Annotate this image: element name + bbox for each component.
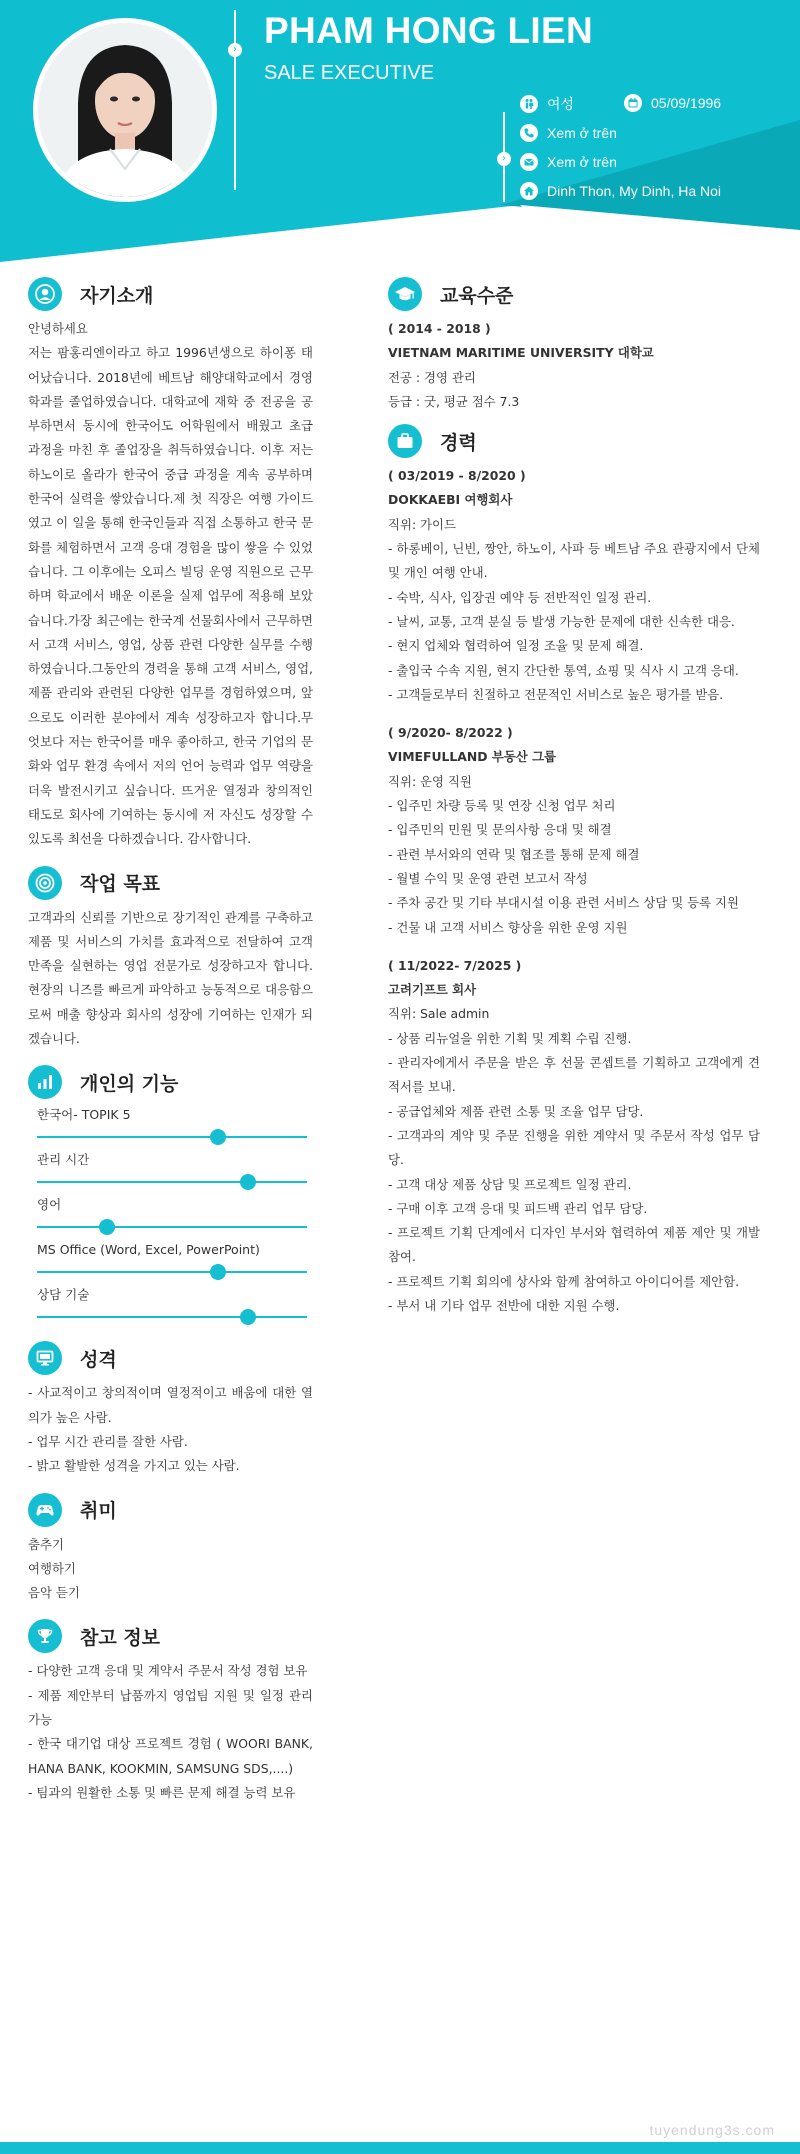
job-duty: - 구매 이후 고객 응대 및 피드백 관리 업무 담당. [388, 1200, 648, 1216]
target-icon [28, 866, 62, 900]
skill-level-knob [210, 1264, 226, 1280]
email-value[interactable]: Xem ở trên [547, 154, 617, 170]
skill-level-knob [99, 1219, 115, 1235]
section-career-goal [28, 864, 313, 1052]
intro-body: 저는 팜홍리엔이라고 하고 1996년생으로 하이퐁 태어났습니다. 2018년에 베트남 해양대학교에서 경영학과를 졸업하였습니다. 대학교에 재학 중 전공을 공부하면서 동시에 한국어도 어학원에서 배웠고 초급 과정을 마친 후 졸업장을 취득하였습니다. 이후 저는 하노이로 올라가 한국어 중급 과정을 계속 공부하며 한국어 실력을 쌓았습니다.제 첫 직장은 여행 가이드였고 이 일을 통해 한국인들과 직접 소통하고 한국 문화를 체험하면서 고객 응대 경험을 많이 쌓을 수 있었습니다. 그 이후에는 오피스 빌딩 운영 직원으로 근무하며 학교에서 배운 이론을 실제 업무에 적용해 보았습니다.가장 최근에는 한국계 선물회사에서 근무하면서 고객 서비스, 영업, 상품 관련 다양한 실무를 수행하였습니다.그동안의 경력을 통해 고객 서비스, 영업, 제품 관리와 관련된 다양한 업무를 경험하였으며, 앞으로도 이러한 분야에서 계속 성장하고자 합니다.무엇보다 저는 한국어를 매우 좋아하고, 한국 기업의 문화와 업무 환경 속에서 저의 언어 능력과 업무 역량을 더욱 발전시키고 싶습니다. 뜨거운 열정과 창의적인 태도로 회사에 기여하는 동시에 저 자신도 성장할 수 있도록 최선을 다하겠습니다. 감사합니다. [28, 345, 313, 847]
job-duty: - 관리자에게서 주문을 받은 후 선물 콘셉트를 기획하고 고객에게 견적서를 보내. [388, 1055, 760, 1095]
job-duty: - 출입국 수속 지원, 현지 간단한 통역, 쇼핑 및 식사 시 고객 응대. [388, 662, 739, 678]
personality-item: - 밝고 활발한 성격을 가지고 있는 사람. [28, 1458, 240, 1474]
job-period: ( 03/2019 - 8/2020 ) [388, 468, 526, 484]
monitor-icon [28, 1341, 62, 1375]
skill-level-bar [28, 1125, 313, 1147]
skill-item [28, 1105, 313, 1147]
bar-chart-icon [28, 1065, 62, 1099]
section-title: 개인의 기능 [80, 1072, 179, 1095]
goal-body: 고객과의 신뢰를 기반으로 장기적인 관계를 구축하고 제품 및 서비스의 가치를 효과적으로 전달하여 고객 만족을 실현하는 영업 전문가로 성장하고자 합니다. 현장의 니즈를 빠르게 파악하고 능동적으로 대응함으로써 매출 향상과 회사의 성장에 기여하는 인재가 되겠습니다. [28, 909, 313, 1047]
skill-label: 상담 기술 [37, 1287, 90, 1303]
education-period: ( 2014 - 2018 ) [388, 321, 491, 336]
watermark: tuyendung3s.com [649, 2122, 775, 2138]
birthdate-info [624, 94, 721, 112]
hobby-item: 여행하기 [28, 1560, 76, 1576]
education-major: 전공 : 경영 관리 [388, 369, 476, 385]
job-position: 직위: Sale admin [388, 1006, 490, 1022]
skill-level-track [37, 1181, 307, 1183]
section-title: 취미 [80, 1500, 117, 1522]
job-entry [388, 464, 760, 707]
skill-label: 한국어- TOPIK 5 [37, 1107, 131, 1123]
address-info [520, 182, 721, 200]
profile-photo-frame [33, 18, 217, 202]
hobby-item: 음악 듣기 [28, 1585, 80, 1601]
footer-bar [0, 2142, 800, 2154]
candidate-job-title: SALE EXECUTIVE [264, 62, 435, 84]
skill-level-track [37, 1136, 307, 1138]
section-personality [28, 1339, 313, 1478]
skill-level-track [37, 1271, 307, 1273]
job-duty: - 건물 내 고객 서비스 향상을 위한 운영 지원 [388, 919, 628, 935]
address-value: Dinh Thon, My Dinh, Ha Noi [547, 183, 722, 199]
trophy-icon [28, 1619, 62, 1653]
education-school: VIETNAM MARITIME UNIVERSITY 대학교 [388, 345, 654, 361]
right-column [388, 275, 760, 1318]
calendar-icon [624, 94, 642, 112]
job-entry [388, 721, 760, 940]
gender-value: 여성 [547, 96, 575, 112]
briefcase-icon [388, 424, 422, 458]
section-hobbies [28, 1491, 313, 1606]
profile-photo [38, 23, 212, 197]
section-skills [28, 1063, 313, 1327]
section-introduction [28, 275, 313, 852]
job-duty: - 입주민의 민원 및 문의사항 응대 및 해결 [388, 822, 612, 838]
section-title: 교육수준 [440, 284, 514, 307]
section-title: 참고 정보 [80, 1626, 161, 1649]
skill-item [28, 1285, 313, 1327]
job-company: DOKKAEBI 여행회사 [388, 492, 513, 508]
job-duty: - 고객과의 계약 및 주문 진행을 위한 계약서 및 주문서 작성 업무 담당. [388, 1127, 760, 1168]
section-title: 성격 [80, 1348, 117, 1371]
job-duty: - 숙박, 식사, 입장권 예약 등 전반적인 일정 관리. [388, 589, 652, 605]
skill-level-track [37, 1316, 307, 1318]
phone-icon [520, 124, 538, 142]
skill-level-bar [28, 1215, 313, 1237]
skill-level-bar [28, 1170, 313, 1192]
home-icon [520, 182, 538, 200]
reference-item: - 제품 제안부터 납품까지 영업팀 지원 및 일정 관리 가능 [28, 1687, 313, 1727]
skill-level-bar [28, 1305, 313, 1327]
job-duty: - 프로젝트 기획 단계에서 디자인 부서와 협력하여 제품 제안 및 개발 참여. [388, 1225, 760, 1265]
job-duty: - 현지 업체와 협력하여 일정 조율 및 문제 해결. [388, 638, 644, 654]
skill-label: 관리 시간 [37, 1152, 90, 1168]
skill-level-track [37, 1226, 307, 1228]
job-company: 고려기프트 회사 [388, 982, 477, 998]
job-period: ( 9/2020- 8/2022 ) [388, 725, 513, 741]
job-duty: - 날씨, 교통, 고객 분실 등 발생 가능한 문제에 대한 신속한 대응. [388, 613, 735, 629]
gender-icon [520, 95, 538, 113]
section-title: 자기소개 [80, 284, 154, 307]
reference-item: - 팀과의 원활한 소통 및 빠른 문제 해결 능력 보유 [28, 1784, 296, 1800]
job-position: 직위: 운영 직원 [388, 773, 472, 789]
section-experience [388, 422, 760, 1318]
candidate-name: PHAM HONG LIEN [264, 10, 593, 51]
job-entry [388, 954, 760, 1318]
education-grade: 등급 : 굿, 평균 점수 7.3 [388, 393, 520, 409]
left-column [28, 275, 313, 1805]
job-period: ( 11/2022- 7/2025 ) [388, 957, 522, 973]
skills-list [28, 1105, 313, 1327]
skill-level-knob [240, 1309, 256, 1325]
skill-level-knob [210, 1129, 226, 1145]
birthdate-value: 05/09/1996 [651, 95, 722, 111]
phone-info [520, 124, 617, 142]
skill-item [28, 1240, 313, 1282]
intro-greeting: 안녕하세요 [28, 321, 88, 336]
skill-label: 영어 [37, 1197, 62, 1213]
section-references [28, 1617, 313, 1805]
job-duty: - 관련 부서와의 연락 및 협조를 통해 문제 해결 [388, 846, 640, 862]
job-duty: - 월별 수익 및 운영 관련 보고서 작성 [388, 870, 588, 886]
reference-item: - 다양한 고객 응대 및 계약서 주문서 작성 경험 보유 [28, 1663, 308, 1679]
hobby-item: 춤추기 [28, 1536, 64, 1552]
job-duty: - 하롱베이, 닌빈, 짱안, 하노이, 사파 등 베트남 주요 관광지에서 단체 및 개인 여행 안내. [388, 541, 760, 581]
skill-level-bar [28, 1260, 313, 1282]
skill-item [28, 1195, 313, 1237]
job-duty: - 상품 리뉴얼을 위한 기획 및 계획 수립 진행. [388, 1030, 632, 1046]
job-company: VIMEFULLAND 부동산 그룹 [388, 749, 557, 765]
reference-item: - 한국 대기업 대상 프로젝트 경험 ( WOORI BANK, HANA BANK, KOOKMIN, SAMSUNG SDS,....) [28, 1736, 313, 1776]
job-duty: - 부서 내 기타 업무 전반에 대한 지원 수행. [388, 1297, 620, 1313]
email-info [520, 153, 617, 171]
job-duty: - 고객들로부터 친절하고 전문적인 서비스로 높은 평가를 받음. [388, 686, 724, 702]
section-title: 경력 [440, 431, 477, 454]
personality-item: - 업무 시간 관리를 잘한 사람. [28, 1433, 188, 1449]
chevron-right-icon: › [497, 152, 511, 166]
gamepad-icon [28, 1493, 62, 1527]
skill-level-knob [240, 1174, 256, 1190]
user-icon [28, 277, 62, 311]
job-duty: - 입주민 차량 등록 및 연장 신청 업무 처리 [388, 798, 616, 814]
phone-value[interactable]: Xem ở trên [547, 125, 617, 141]
skill-label: MS Office (Word, Excel, PowerPoint) [37, 1242, 260, 1258]
job-duty: - 프로젝트 기획 회의에 상사와 함께 참여하고 아이디어를 제안함. [388, 1273, 740, 1289]
email-icon [520, 153, 538, 171]
experience-list [388, 464, 760, 1318]
gender-info [520, 94, 574, 114]
section-education [388, 275, 760, 414]
skill-item [28, 1150, 313, 1192]
graduation-cap-icon [388, 277, 422, 311]
job-duty: - 고객 대상 제품 상담 및 프로젝트 일정 관리. [388, 1176, 632, 1192]
chevron-right-icon: › [228, 43, 242, 57]
job-duty: - 공급업체와 제품 관련 소통 및 조율 업무 담당. [388, 1103, 644, 1119]
personality-item: - 사교적이고 창의적이며 열정적이고 배움에 대한 열의가 높은 사람. [28, 1385, 313, 1425]
header-divider-line [234, 10, 236, 190]
job-position: 직위: 가이드 [388, 516, 456, 532]
job-duty: - 주차 공간 및 기타 부대시설 이용 관련 서비스 상담 및 등록 지원 [388, 895, 739, 911]
section-title: 작업 목표 [80, 873, 161, 896]
resume-header [0, 0, 800, 270]
